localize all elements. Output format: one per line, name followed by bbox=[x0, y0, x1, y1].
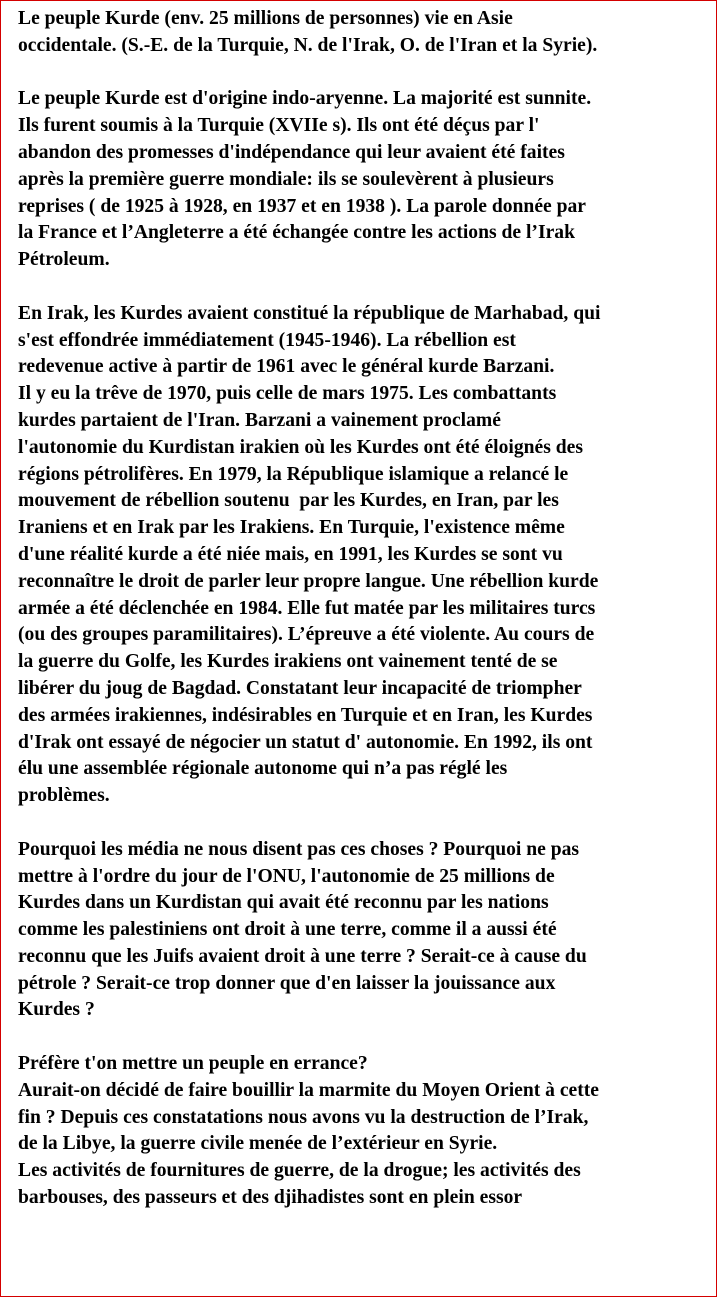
text-line: Iraniens et en Irak par les Irakiens. En Turquie, l'existence même bbox=[18, 517, 565, 539]
text-line: élu une assemblée régionale autonome qui n’a pas réglé les bbox=[18, 758, 508, 780]
text-line: de la Libye, la guerre civile menée de l’extérieur en Syrie. bbox=[18, 1133, 498, 1155]
text-line: des armées irakiennes, indésirables en Turquie et en Iran, les Kurdes bbox=[18, 704, 593, 726]
text-line: problèmes. bbox=[18, 785, 110, 807]
paragraph-spacer bbox=[18, 274, 717, 301]
text-line: abandon des promesses d'indépendance qui leur avaient été faites bbox=[18, 141, 565, 163]
text-line: Les activités de fournitures de guerre, de la drogue; les activités des bbox=[18, 1160, 581, 1182]
text-line: la France et l’Angleterre a été échangée contre les actions de l’Irak bbox=[18, 222, 575, 244]
text-line: reconnaître le droit de parler leur propre langue. Une rébellion kurde bbox=[18, 570, 599, 592]
paragraph-2 bbox=[18, 86, 717, 274]
text-line: fin ? Depuis ces constatations nous avons vu la destruction de l’Irak, bbox=[18, 1106, 589, 1128]
text-line: barbouses, des passeurs et des djihadistes sont en plein essor bbox=[18, 1187, 523, 1209]
text-line: En Irak, les Kurdes avaient constitué la république de Marhabad, qui bbox=[18, 302, 601, 324]
text-line: kurdes partaient de l'Iran. Barzani a vainement proclamé bbox=[18, 409, 501, 431]
text-line: Ils furent soumis à la Turquie (XVIIe s). Ils ont été déçus par l' bbox=[18, 115, 540, 137]
text-line: régions pétrolifères. En 1979, la République islamique a relancé le bbox=[18, 463, 569, 485]
paragraph-spacer bbox=[18, 60, 717, 87]
text-line: redevenue active à partir de 1961 avec le général kurde Barzani. bbox=[18, 356, 555, 378]
text-line: Kurdes ? bbox=[18, 999, 95, 1021]
text-line: s'est effondrée immédiatement (1945-1946). La rébellion est bbox=[18, 329, 516, 351]
text-line: Le peuple Kurde est d'origine indo-aryenne. La majorité est sunnite. bbox=[18, 88, 592, 110]
text-line: armée a été déclenchée en 1984. Elle fut matée par les militaires turcs bbox=[18, 597, 596, 619]
paragraph-5 bbox=[18, 1051, 717, 1212]
paragraph-4 bbox=[18, 837, 717, 1025]
text-line: Pétroleum. bbox=[18, 249, 110, 271]
text-line: (ou des groupes paramilitaires). L’épreuve a été violente. Au cours de bbox=[18, 624, 595, 646]
text-line: reconnu que les Juifs avaient droit à une terre ? Serait-ce à cause du bbox=[18, 945, 587, 967]
text-line: d'une réalité kurde a été niée mais, en 1991, les Kurdes se sont vu bbox=[18, 543, 563, 565]
text-line: Préfère t'on mettre un peuple en errance? bbox=[18, 1053, 368, 1075]
paragraph-spacer bbox=[18, 810, 717, 837]
text-line: comme les palestiniens ont droit à une terre, comme il a aussi été bbox=[18, 919, 557, 941]
text-line: d'Irak ont essayé de négocier un statut d' autonomie. En 1992, ils ont bbox=[18, 731, 593, 753]
paragraph-1 bbox=[18, 6, 717, 60]
text-line: Pourquoi les média ne nous disent pas ces choses ? Pourquoi ne pas bbox=[18, 838, 580, 860]
paragraph-spacer bbox=[18, 1024, 717, 1051]
text-line: pétrole ? Serait-ce trop donner que d'en laisser la jouissance aux bbox=[18, 972, 556, 994]
text-line: occidentale. (S.-E. de la Turquie, N. de l'Irak, O. de l'Iran et la Syrie). bbox=[18, 34, 598, 56]
paragraph-3 bbox=[18, 301, 717, 810]
text-line: la guerre du Golfe, les Kurdes irakiens ont vainement tenté de se bbox=[18, 651, 558, 673]
text-line: mettre à l'ordre du jour de l'ONU, l'autonomie de 25 millions de bbox=[18, 865, 555, 887]
text-line: Le peuple Kurde (env. 25 millions de personnes) vie en Asie bbox=[18, 8, 513, 29]
text-line: Il y eu la trêve de 1970, puis celle de mars 1975. Les combattants bbox=[18, 383, 557, 405]
text-line: reprises ( de 1925 à 1928, en 1937 et en 1938 ). La parole donnée par bbox=[18, 195, 587, 217]
text-line: l'autonomie du Kurdistan irakien où les Kurdes ont été éloignés des bbox=[18, 436, 583, 458]
text-line: mouvement de rébellion soutenu par les Kurdes, en Iran, par les bbox=[18, 490, 559, 512]
document-body bbox=[18, 6, 717, 1212]
text-line: après la première guerre mondiale: ils se soulevèrent à plusieurs bbox=[18, 168, 554, 190]
text-line: Kurdes dans un Kurdistan qui avait été reconnu par les nations bbox=[18, 892, 549, 914]
text-line: Aurait-on décidé de faire bouillir la marmite du Moyen Orient à cette bbox=[18, 1079, 600, 1101]
text-line: libérer du joug de Bagdad. Constatant leur incapacité de triompher bbox=[18, 677, 582, 699]
